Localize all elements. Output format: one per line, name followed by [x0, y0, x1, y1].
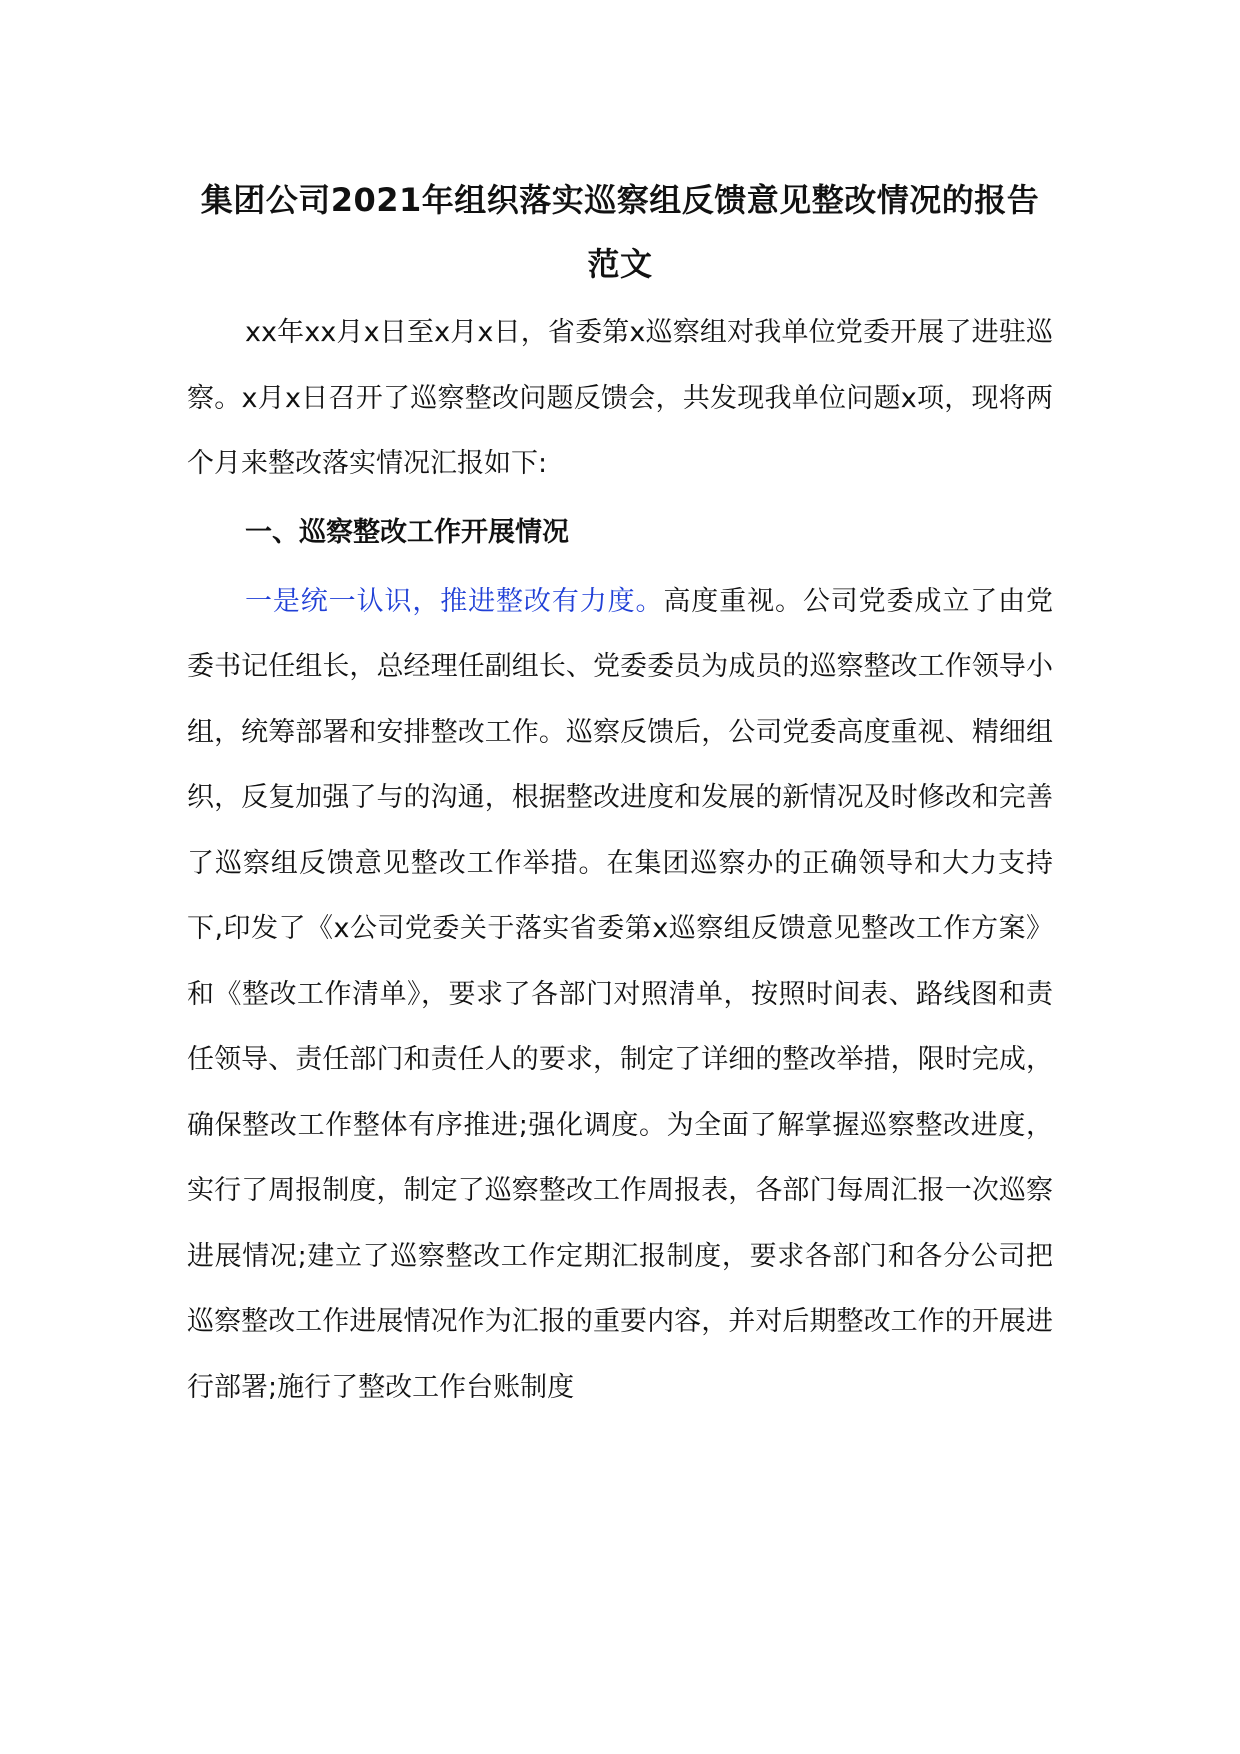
intro-paragraph: xx年xx月x日至x月x日，省委第x巡察组对我单位党委开展了进驻巡察。x月x日召开了巡察整改问题反馈会，共发现我单位问题x项，现将两个月来整改落实情况汇报如下: [187, 317, 1053, 479]
section-paragraph [187, 569, 1053, 1421]
document-page [187, 168, 1053, 1420]
document-title: 集团公司2021年组织落实巡察组反馈意见整改情况的报告范文 [200, 181, 1040, 283]
highlighted-lead-text: 一是统一认识，推进整改有力度。 [245, 585, 664, 617]
section-heading: 一、巡察整改工作开展情况 [245, 516, 569, 548]
section-body-text: 高度重视。公司党委成立了由党委书记任组长，总经理任副组长、党委委员为成员的巡察整改工作领导小组，统筹部署和安排整改工作。巡察反馈后，公司党委高度重视、精细组织，反复加强了与的沟通，根据整改进度和发展的新情况及时修改和完善了巡察组反馈意见整改工作举措。在集团巡察办的正确领导和大力支持下,印发了《x公司党委关于落实省委第x巡察组反馈意见整改工作方案》和《整改工作清单》，要求了各部门对照清单，按照时间表、路线图和责任领导、责任部门和责任人的要求，制定了详细的整改举措，限时完成，确保整改工作整体有序推进;强化调度。为全面了解掌握巡察整改进度，实行了周报制度，制定了巡察整改工作周报表，各部门每周汇报一次巡察进展情况;建立了巡察整改工作定期汇报制度，要求各部门和各分公司把巡察整改工作进展情况作为汇报的重要内容，并对后期整改工作的开展进行部署;施行了整改工作台账制度 [187, 585, 1054, 1403]
